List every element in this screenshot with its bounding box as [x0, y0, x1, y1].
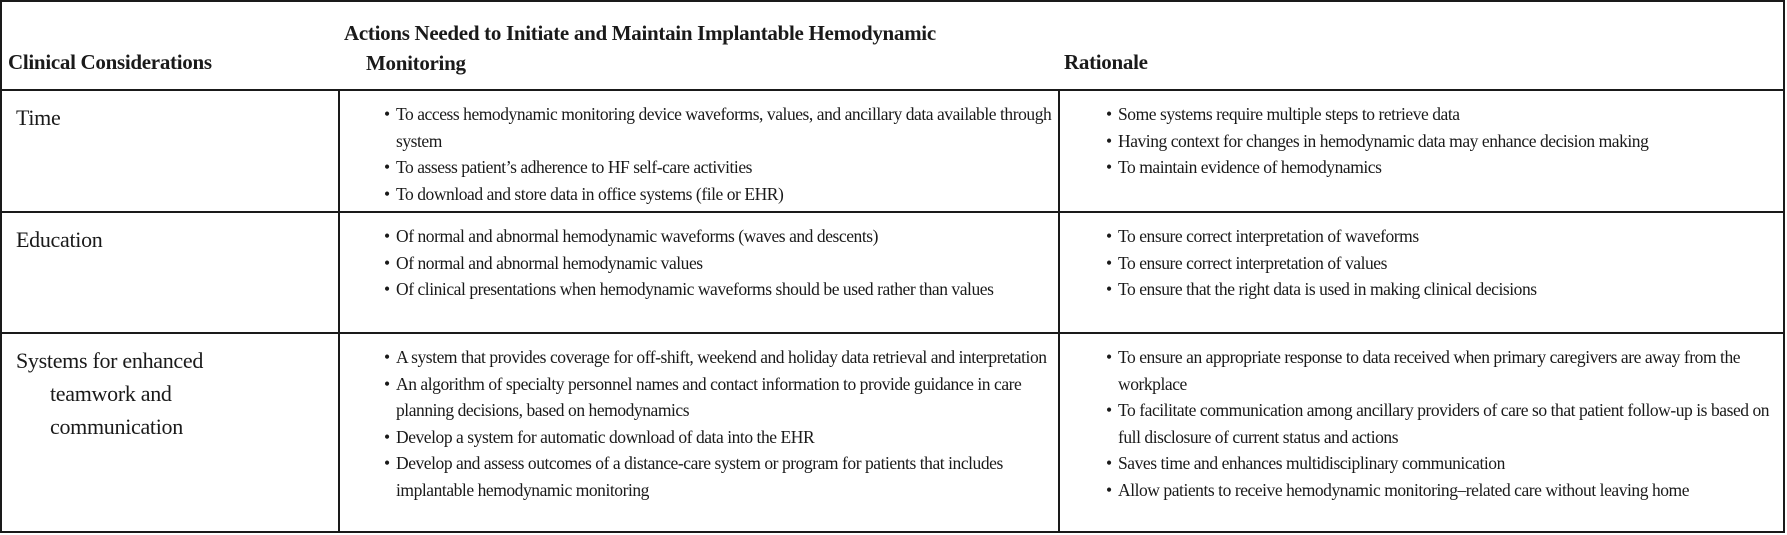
category-label-line1: Systems for enhanced [16, 348, 204, 373]
list-item: • Of normal and abnormal hemodynamic waveforms (waves and descents) [386, 223, 1052, 250]
list-item: • To ensure correct interpretation of values [1108, 250, 1777, 277]
actions-cell [340, 334, 1060, 533]
category-label: Time [16, 105, 61, 130]
list-item: • An algorithm of specialty personnel names and contact information to provide guidance in care planning decisions, based on hemodynamics [386, 371, 1052, 424]
rationale-list [1108, 223, 1777, 303]
table-row-systems [2, 334, 1783, 533]
list-item: • To ensure that the right data is used in making clinical decisions [1108, 276, 1777, 303]
list-item: • Having context for changes in hemodynamic data may enhance decision making [1108, 128, 1777, 155]
rationale-cell [1060, 334, 1783, 533]
actions-list [386, 101, 1052, 207]
list-item: • Saves time and enhances multidisciplinary communication [1108, 450, 1777, 477]
list-item: • To access hemodynamic monitoring device waveforms, values, and ancillary data available through system [386, 101, 1052, 154]
list-item: • Of clinical presentations when hemodynamic waveforms should be used rather than values [386, 276, 1052, 303]
rationale-cell [1060, 213, 1783, 332]
header-rationale: Rationale [1064, 50, 1148, 74]
table-header-row [2, 2, 1783, 91]
rationale-list [1108, 344, 1777, 503]
category-label-line2: teamwork and [50, 381, 172, 406]
category-label-line3: communication [50, 414, 183, 439]
actions-list [386, 223, 1052, 303]
header-actions-line2: Monitoring [366, 51, 466, 75]
list-item: • A system that provides coverage for off-shift, weekend and holiday data retrieval and interpretation [386, 344, 1052, 371]
list-item: • Of normal and abnormal hemodynamic values [386, 250, 1052, 277]
actions-list [386, 344, 1052, 503]
list-item: • To ensure correct interpretation of waveforms [1108, 223, 1777, 250]
category-cell [2, 213, 340, 332]
category-cell [2, 91, 340, 211]
rationale-cell [1060, 91, 1783, 211]
category-cell [2, 334, 340, 533]
actions-cell [340, 91, 1060, 211]
list-item: • To ensure an appropriate response to data received when primary caregivers are away from the workplace [1108, 344, 1777, 397]
actions-cell [340, 213, 1060, 332]
list-item: • To download and store data in office systems (file or EHR) [386, 181, 1052, 208]
list-item: • Develop and assess outcomes of a distance-care system or program for patients that includes implantable hemodynamic monitoring [386, 450, 1052, 503]
list-item: • Some systems require multiple steps to retrieve data [1108, 101, 1777, 128]
list-item: • Develop a system for automatic download of data into the EHR [386, 424, 1052, 451]
header-clinical-considerations: Clinical Considerations [8, 50, 212, 74]
list-item: • To maintain evidence of hemodynamics [1108, 154, 1777, 181]
table-row-education [2, 213, 1783, 334]
header-actions-line1: Actions Needed to Initiate and Maintain Implantable Hemodynamic [344, 21, 936, 45]
list-item: • To facilitate communication among ancillary providers of care so that patient follow-up is based on full disclosure of current status and actions [1108, 397, 1777, 450]
list-item: • To assess patient’s adherence to HF self-care activities [386, 154, 1052, 181]
list-item: • Allow patients to receive hemodynamic monitoring–related care without leaving home [1108, 477, 1777, 504]
category-label: Education [16, 227, 103, 252]
category-label [16, 344, 203, 443]
table-row-time [2, 91, 1783, 213]
header-actions [344, 18, 1044, 78]
rationale-list [1108, 101, 1777, 181]
